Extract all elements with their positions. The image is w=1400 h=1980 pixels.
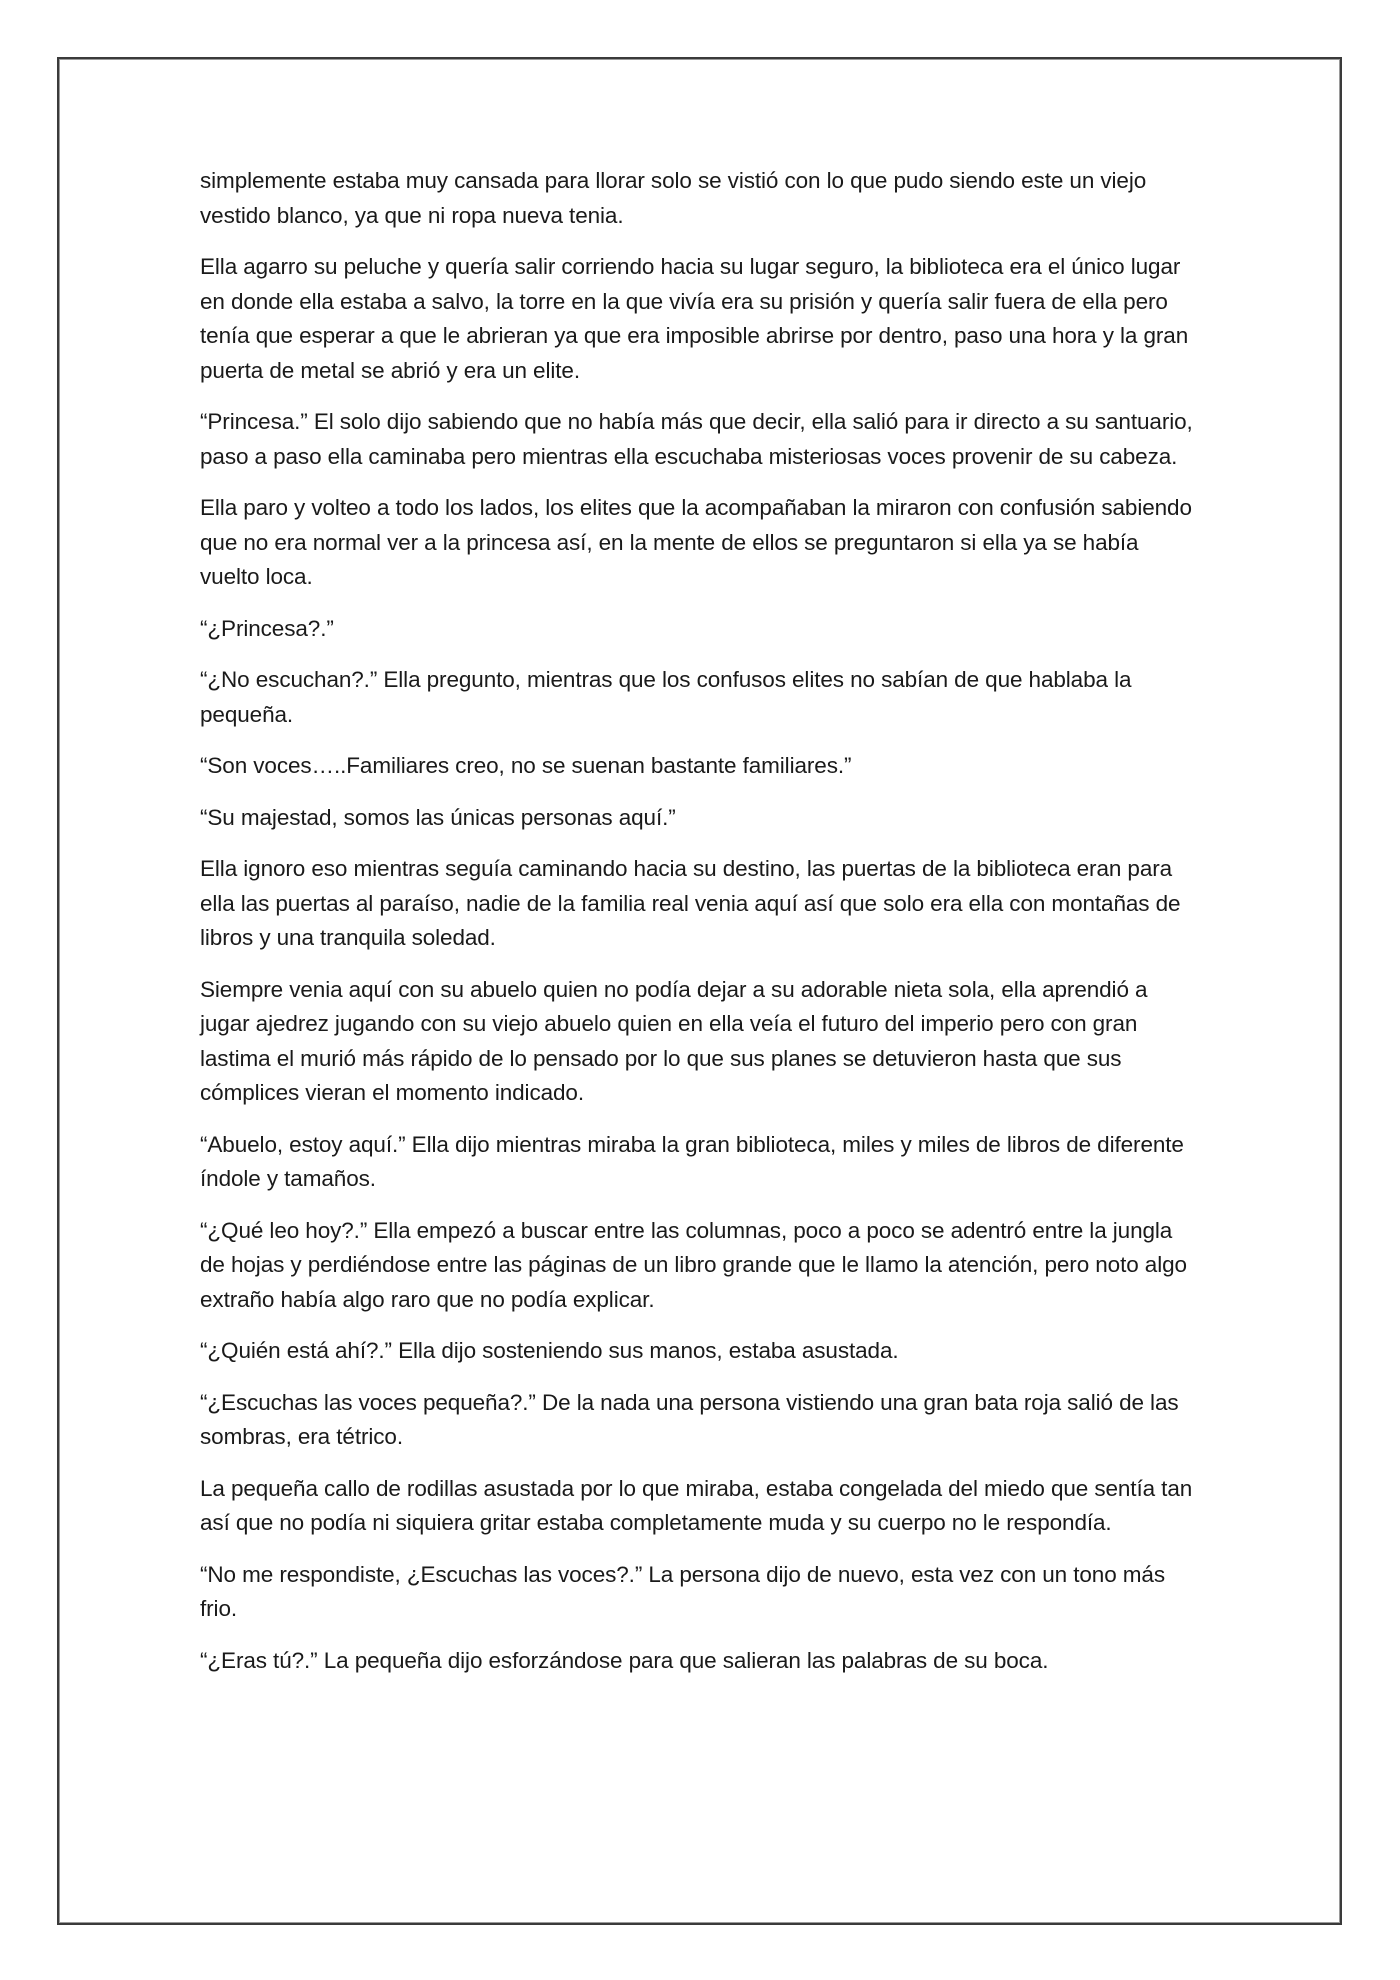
paragraph: “¿Eras tú?.” La pequeña dijo esforzándose para que salieran las palabras de su boca. (200, 1647, 1049, 1673)
paragraph: “Princesa.” El solo dijo sabiendo que no había más que decir, ella salió para ir directo a su santuario, paso a paso ella caminaba pero mientras ella escuchaba misteriosas voces provenir de su cabeza. (200, 409, 1193, 469)
paragraph: Siempre venia aquí con su abuelo quien no podía dejar a su adorable nieta sola, ella aprendió a jugar ajedrez jugando con su viejo abuelo quien en ella veía el futuro del imperio pero con gran lastima el murió más rápido de lo pensado por lo que sus planes se detuvieron hasta que sus cómplices vieran el momento indicado. (200, 976, 1148, 1105)
paragraph: “¿Quién está ahí?.” Ella dijo sosteniendo sus manos, estaba asustada. (200, 1338, 899, 1363)
paragraph: Ella ignoro eso mientras seguía caminando hacia su destino, las puertas de la biblioteca eran para ella las puertas al paraíso, nadie de la familia real venia aquí así que solo era ella con montañas de libros y una tranquila soledad. (200, 856, 1181, 950)
paragraph: “¿Princesa?.” (200, 615, 334, 641)
paragraph: “¿Escuchas las voces pequeña?.” De la nada una persona vistiendo una gran bata roja salió de las sombras, era tétrico. (200, 1389, 1179, 1449)
document-body (200, 164, 1202, 1695)
paragraph: La pequeña callo de rodillas asustada por lo que miraba, estaba congelada del miedo que sentía tan así que no podía ni siquiera gritar estaba completamente muda y su cuerpo no le respondía. (200, 1475, 1193, 1535)
paragraph: Ella paro y volteo a todo los lados, los elites que la acompañaban la miraron con confusión sabiendo que no era normal ver a la princesa así, en la mente de ellos se preguntaron si ella ya se había vuelto loca. (200, 495, 1192, 589)
paragraph: “Son voces…..Familiares creo, no se suenan bastante familiares.” (200, 753, 852, 778)
paragraph: “¿No escuchan?.” Ella pregunto, mientras que los confusos elites no sabían de que hablaba la pequeña. (200, 667, 1132, 727)
paragraph: “Abuelo, estoy aquí.” Ella dijo mientras miraba la gran biblioteca, miles y miles de libros de diferente índole y tamaños. (200, 1131, 1184, 1191)
paragraph: “No me respondiste, ¿Escuchas las voces?.” La persona dijo de nuevo, esta vez con un tono más frio. (200, 1561, 1165, 1621)
paragraph: “¿Qué leo hoy?.” Ella empezó a buscar entre las columnas, poco a poco se adentró entre la jungla de hojas y perdiéndose entre las páginas de un libro grande que le llamo la atención, pero noto algo extraño había algo raro que no podía explicar. (200, 1217, 1187, 1312)
paragraph: “Su majestad, somos las únicas personas aquí.” (200, 804, 676, 830)
paragraph: Ella agarro su peluche y quería salir corriendo hacia su lugar seguro, la biblioteca era el único lugar en donde ella estaba a salvo, la torre en la que vivía era su prisión y quería salir fuera de ella pero tenía que esperar a que le abrieran ya que era imposible abrirse por dentro, paso una hora y la gran puerta de metal se abrió y era un elite. (200, 254, 1189, 383)
paragraph: simplemente estaba muy cansada para llorar solo se vistió con lo que pudo siendo este un viejo vestido blanco, ya que ni ropa nueva tenia. (200, 168, 1147, 228)
